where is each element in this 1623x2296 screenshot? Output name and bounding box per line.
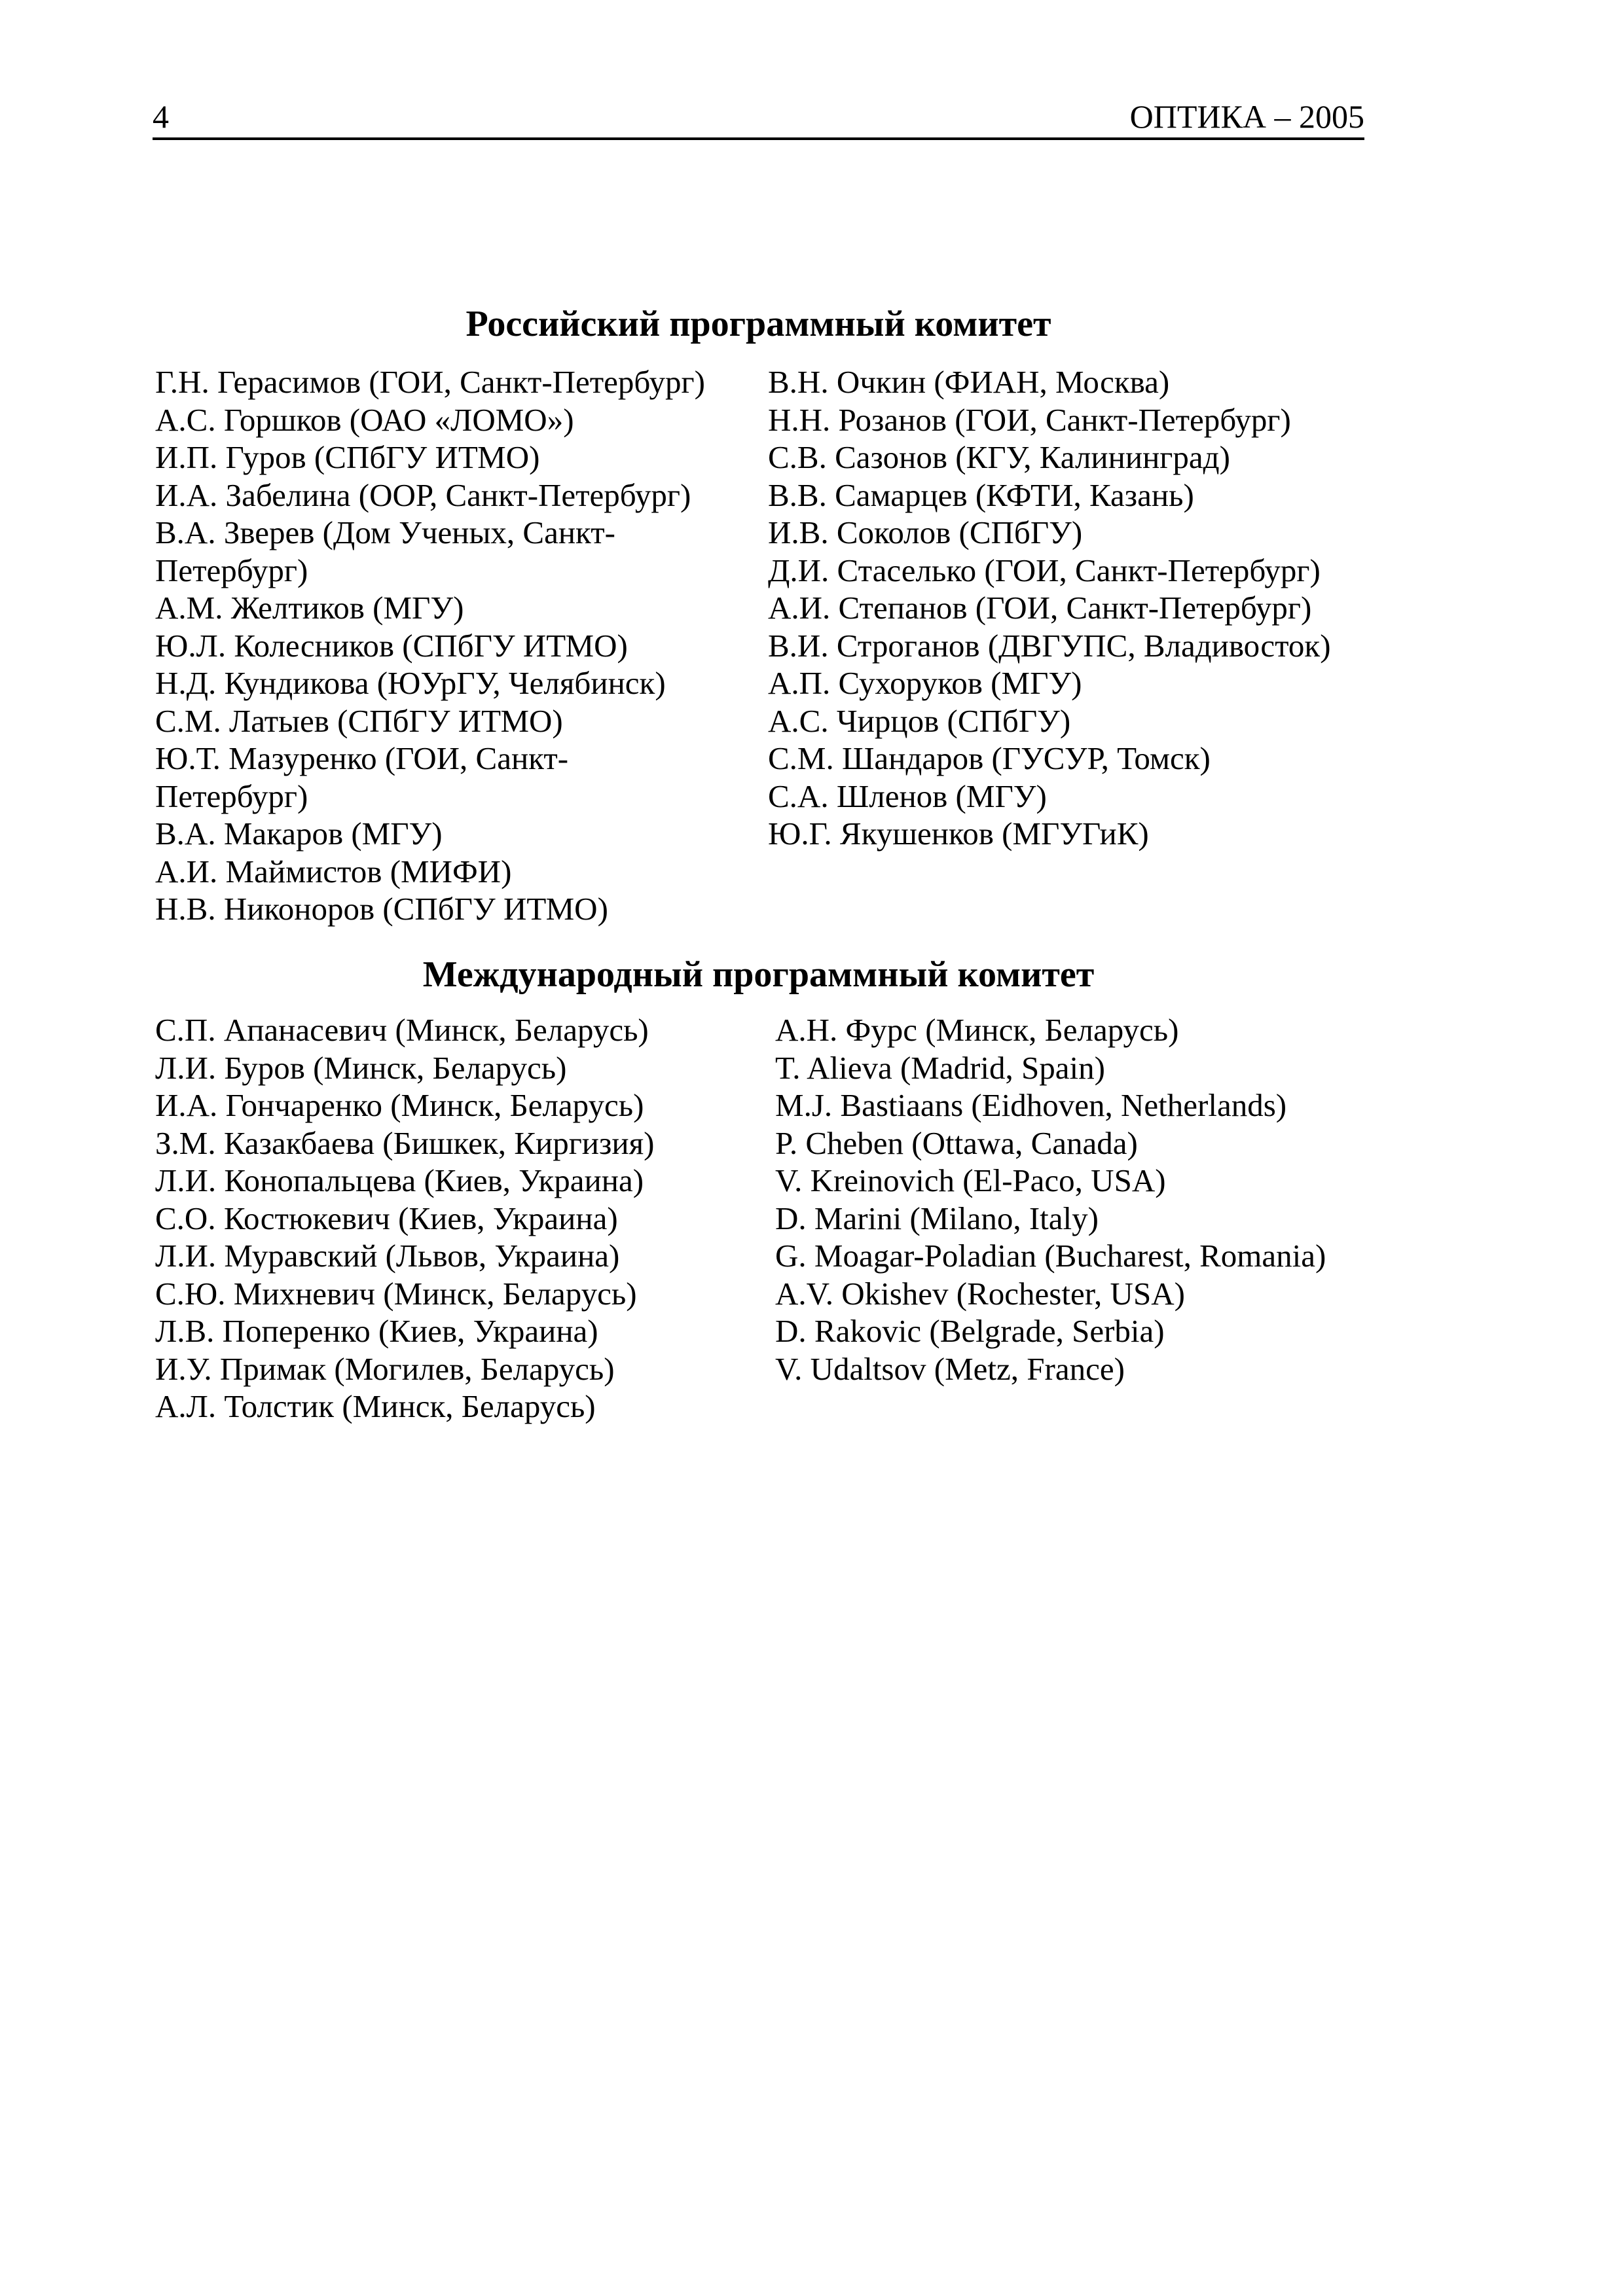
member-entry: Ю.Т. Мазуренко (ГОИ, Санкт-: [155, 740, 569, 776]
member-entry: С.В. Сазонов (КГУ, Калининград): [768, 439, 1230, 475]
member-entry: А.И. Степанов (ГОИ, Санкт-Петербург): [768, 590, 1312, 626]
page-number: 4: [153, 98, 169, 135]
member-entry: В.И. Строганов (ДВГУПС, Владивосток): [768, 627, 1331, 664]
member-entry: V. Kreinovich (El-Paco, USA): [775, 1162, 1166, 1198]
member-entry: А.И. Маймистов (МИФИ): [155, 853, 512, 889]
member-entry: В.В. Самарцев (КФТИ, Казань): [768, 476, 1194, 513]
international-committee-right-column: [775, 1011, 1364, 1388]
member-entry: А.П. Сухоруков (МГУ): [768, 665, 1082, 701]
member-entry: M.J. Bastiaans (Eidhoven, Netherlands): [775, 1087, 1287, 1123]
member-entry: В.Н. Очкин (ФИАН, Москва): [768, 364, 1170, 400]
member-entry: З.М. Казакбаева (Бишкек, Киргизия): [155, 1124, 655, 1161]
member-entry: D. Rakovic (Belgrade, Serbia): [775, 1313, 1165, 1349]
member-entry: В.А. Зверев (Дом Ученых, Санкт-: [155, 514, 615, 550]
running-title: ОПТИКА – 2005: [1129, 98, 1364, 135]
member-entry: Д.И. Стаселько (ГОИ, Санкт-Петербург): [768, 552, 1321, 588]
russian-committee-right-column: [768, 363, 1364, 853]
member-entry: G. Moagar-Poladian (Bucharest, Romania): [775, 1238, 1326, 1274]
member-entry: А.М. Желтиков (МГУ): [155, 590, 464, 626]
russian-committee-title: Российский программный комитет: [465, 304, 1051, 344]
member-entry: А.С. Горшков (ОАО «ЛОМО»): [155, 401, 574, 438]
member-entry: Ю.Л. Колесников (СПбГУ ИТМО): [155, 627, 628, 664]
member-entry: A.V. Okishev (Rochester, USA): [775, 1275, 1185, 1312]
member-entry: И.П. Гуров (СПбГУ ИТМО): [155, 439, 540, 475]
member-entry: А.Л. Толстик (Минск, Беларусь): [155, 1388, 596, 1424]
member-entry: Л.И. Муравский (Львов, Украина): [155, 1238, 620, 1274]
member-entry: Л.В. Поперенко (Киев, Украина): [155, 1313, 598, 1349]
member-entry: Н.Н. Розанов (ГОИ, Санкт-Петербург): [768, 401, 1291, 438]
member-entry: А.Н. Фурс (Минск, Беларусь): [775, 1012, 1179, 1048]
member-entry-continued: Петербург): [155, 778, 308, 814]
member-entry: С.А. Шленов (МГУ): [768, 778, 1047, 814]
member-entry: D. Marini (Milano, Italy): [775, 1200, 1099, 1236]
member-entry: И.А. Забелина (ООР, Санкт-Петербург): [155, 476, 691, 513]
member-entry: И.В. Соколов (СПбГУ): [768, 514, 1083, 550]
page-header: [153, 98, 1364, 140]
member-entry: С.Ю. Михневич (Минск, Беларусь): [155, 1275, 637, 1312]
member-entry: Г.Н. Герасимов (ГОИ, Санкт-Петербург): [155, 364, 705, 400]
international-committee-left-column: [155, 1011, 744, 1426]
member-entry: Н.В. Никоноров (СПбГУ ИТМО): [155, 891, 608, 927]
member-entry: И.А. Гончаренко (Минск, Беларусь): [155, 1087, 644, 1123]
member-entry: С.О. Костюкевич (Киев, Украина): [155, 1200, 618, 1236]
member-entry: Л.И. Конопальцева (Киев, Украина): [155, 1162, 644, 1198]
member-entry: А.С. Чирцов (СПбГУ): [768, 702, 1071, 739]
russian-committee-left-column: [155, 363, 744, 928]
member-entry: Л.И. Буров (Минск, Беларусь): [155, 1049, 567, 1086]
member-entry: С.П. Апанасевич (Минск, Беларусь): [155, 1012, 649, 1048]
member-entry-continued: Петербург): [155, 552, 308, 588]
member-entry: V. Udaltsov (Metz, France): [775, 1350, 1125, 1387]
member-entry: P. Cheben (Ottawa, Canada): [775, 1124, 1138, 1161]
member-entry: T. Alieva (Madrid, Spain): [775, 1049, 1105, 1086]
member-entry: Ю.Г. Якушенков (МГУГиК): [768, 816, 1149, 852]
international-committee-title: Международный программный комитет: [422, 954, 1095, 995]
member-entry: В.А. Макаров (МГУ): [155, 816, 443, 852]
member-entry: И.У. Примак (Могилев, Беларусь): [155, 1350, 615, 1387]
member-entry: С.М. Латыев (СПбГУ ИТМО): [155, 702, 563, 739]
member-entry: Н.Д. Кундикова (ЮУрГУ, Челябинск): [155, 665, 666, 701]
member-entry: С.М. Шандаров (ГУСУР, Томск): [768, 740, 1211, 776]
